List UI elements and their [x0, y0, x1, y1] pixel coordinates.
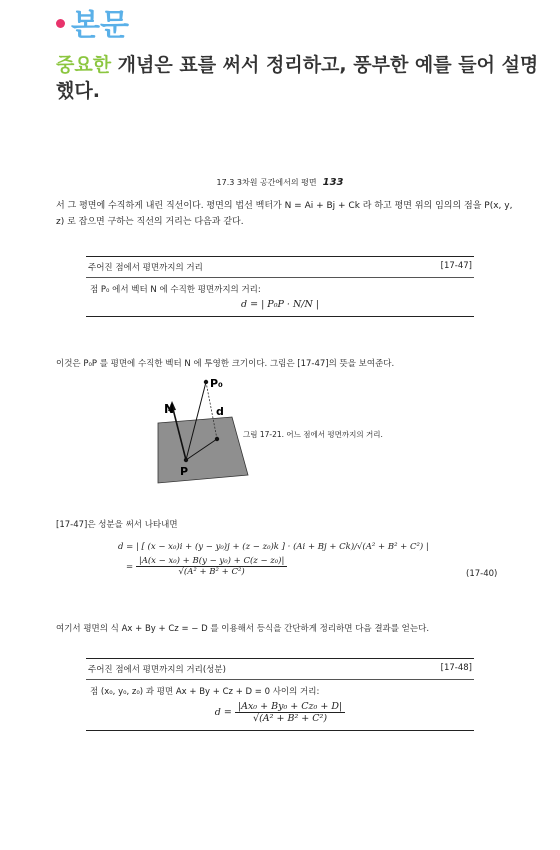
running-header-title: 17.3 3차원 공간에서의 평면	[216, 178, 317, 187]
formula-box-17-47	[86, 256, 474, 317]
equation-fraction	[136, 556, 288, 577]
equation-equals-sign: =	[126, 562, 134, 572]
page-number: 133	[322, 177, 344, 188]
formula-box-formula	[86, 697, 474, 730]
plane-shape	[158, 417, 248, 483]
formula-box-title: 주어진 점에서 평면까지의 거리	[88, 263, 203, 273]
figure-caption: 그림 17-21. 어느 점에서 평면까지의 거리.	[243, 430, 383, 439]
label-p0: P₀	[210, 377, 223, 390]
formula-box-tag: [17-47]	[440, 261, 472, 271]
label-p: P	[180, 465, 189, 478]
formula-box-description: 점 (x₀, y₀, z₀) 과 평면 Ax + By + Cz + D = 0 사이의 거리:	[90, 687, 320, 697]
label-n: N	[164, 402, 175, 416]
formula-box-title-row	[86, 257, 474, 278]
paragraph-1: 서 그 평면에 수직하게 내린 직선이다. 평면의 법선 벡터가 N = Ai + Bj + Ck 라 하고 평면 위의 임의의 점을 P(x, y, z) 로 잡으면 구하는 직선의 거리는 다음과 같다.	[56, 201, 513, 227]
equation-denominator: √(A² + B² + C²)	[178, 567, 245, 577]
formula-box-title-row	[86, 659, 474, 680]
label-d: d	[216, 405, 224, 418]
distance-symbol: d =	[214, 707, 235, 718]
point-p	[184, 458, 188, 462]
intro-highlight: 중요한	[56, 54, 112, 76]
plane-distance-figure	[150, 375, 250, 485]
formula-box-title: 주어진 점에서 평면까지의 거리(성분)	[88, 665, 226, 675]
equation-numerator: |A(x − x₀) + B(y − y₀) + C(z − z₀)|	[136, 556, 288, 567]
intro-text: 개념은 표를 써서 정리하고, 풍부한 예를 들어 설명했다.	[56, 54, 539, 102]
section-title: 본문	[71, 8, 129, 43]
equation-number: (17-40)	[466, 569, 498, 579]
equation-17-40	[118, 542, 458, 577]
equation-line-1: d = | [ (x − x₀)i + (y − y₀)j + (z − z₀)k ] · (Ai + Bj + Ck)/√(A² + B² + C²) |	[118, 542, 429, 552]
formula-numerator: |Ax₀ + By₀ + Cz₀ + D|	[235, 701, 345, 713]
point-p0	[204, 380, 208, 384]
formula-box-tag: [17-48]	[440, 663, 472, 673]
formula-box-formula: d = | P₀P · N/N |	[241, 299, 319, 310]
formula-denominator: √(A² + B² + C²)	[253, 713, 328, 724]
formula-fraction	[235, 701, 345, 724]
running-header	[0, 177, 560, 188]
formula-box-17-48	[86, 658, 474, 731]
paragraph-4: 여기서 평면의 식 Ax + By + Cz = − D 를 이용해서 등식을 간단하게 정리하면 다음 결과를 얻는다.	[56, 624, 430, 634]
paragraph-2: 이것은 P₀P 를 평면에 수직한 벡터 N 에 투영한 크기이다. 그림은 [17-47]의 뜻을 보여준다.	[56, 359, 395, 369]
foot-point	[215, 437, 219, 441]
equation-line-2	[118, 556, 458, 577]
formula-box-description: 점 P₀ 에서 벡터 N 에 수직한 평면까지의 거리:	[90, 285, 261, 295]
paragraph-3: [17-47]은 성분을 써서 나타내면	[56, 520, 178, 530]
